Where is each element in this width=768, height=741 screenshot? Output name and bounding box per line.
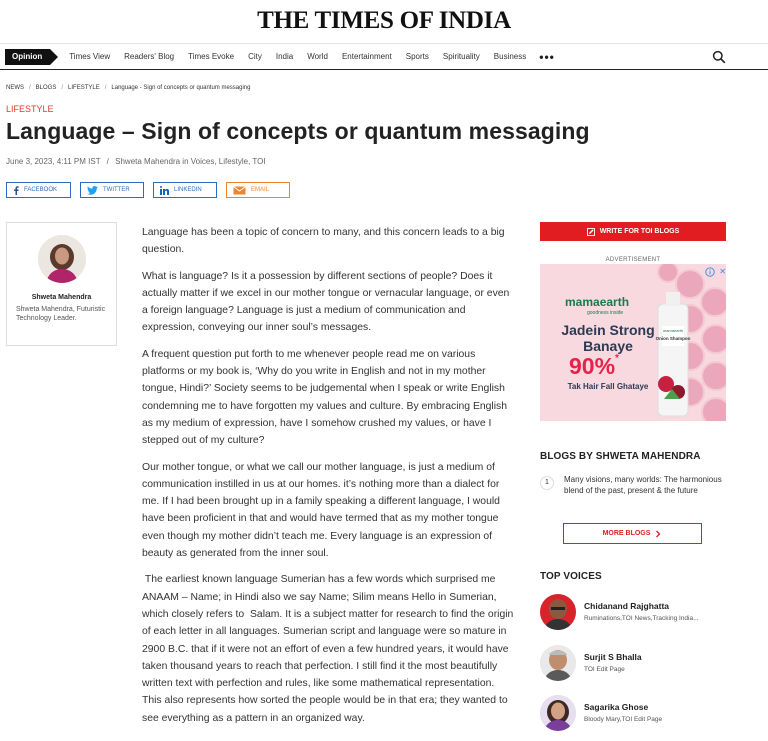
advertisement-label: ADVERTISEMENT: [605, 257, 661, 263]
author-bio: Shweta Mahendra, Futuristic Technology Leader.: [16, 306, 106, 322]
more-blogs-label: MORE BLOGS: [602, 530, 651, 537]
nav-item-city[interactable]: City: [248, 52, 262, 61]
breadcrumb-separator: /: [104, 85, 107, 91]
masthead: [0, 0, 768, 42]
article-paragraph: What is language? Is it a possession by different sections of people? Does it actually matter if we excel in our mother tongue or vernacular language, or even a foreign language? Language is just a medium of communication and expression, conveying our inner soul’s messages.: [142, 270, 510, 334]
nav-item-times-evoke[interactable]: Times Evoke: [188, 52, 235, 61]
share-twitter-label: TWITTER: [103, 187, 130, 193]
share-email-button[interactable]: [226, 182, 290, 198]
search-icon[interactable]: [712, 50, 726, 64]
nav-more-icon[interactable]: •••: [539, 49, 555, 64]
nav-active-opinion[interactable]: Opinion: [5, 49, 50, 65]
linkedin-icon: [160, 186, 169, 195]
nav-item-business[interactable]: Business: [493, 52, 527, 61]
nav-item-world[interactable]: World: [307, 52, 328, 61]
ad-brand: mamaearth: [565, 295, 630, 309]
voice-name[interactable]: Sagarika Ghose: [584, 702, 649, 712]
article-byline[interactable]: Shweta Mahendra in Voices, Lifestyle, TOI: [115, 157, 266, 166]
author-card: [6, 222, 117, 346]
breadcrumb-separator: /: [29, 85, 31, 91]
article-date: June 3, 2023, 4:11 PM IST: [6, 157, 101, 166]
share-linkedin-button[interactable]: [153, 182, 217, 198]
nav-item-sports[interactable]: Sports: [405, 52, 429, 61]
article-title: Language – Sign of concepts or quantum messaging: [6, 118, 590, 144]
nav-item-spirituality[interactable]: Spirituality: [442, 52, 480, 61]
share-linkedin-label: LINKEDIN: [174, 187, 202, 193]
voice-item[interactable]: [540, 594, 730, 632]
ad-bottle-label: Onion Shampoo: [655, 336, 691, 341]
facebook-icon: [13, 186, 19, 195]
article-paragraph: Language has been a topic of concern to many, and this concern leads to a big question.: [142, 227, 505, 256]
voice-desc: TOI Edit Page: [584, 666, 625, 673]
section-label[interactable]: LIFESTYLE: [6, 104, 54, 114]
nav-item-times-view[interactable]: Times View: [69, 52, 111, 61]
ad-tagline: Tak Hair Fall Ghataye: [567, 382, 649, 391]
nav-item-india[interactable]: India: [275, 52, 294, 61]
ad-percent: [569, 353, 619, 380]
ad-headline: Jadein Strong Banaye: [561, 322, 655, 354]
share-bar: [6, 182, 290, 198]
voice-item[interactable]: [540, 695, 730, 733]
nav-item-entertainment[interactable]: Entertainment: [341, 52, 392, 61]
article-paragraph: Our mother tongue, or what we call our mother language, is just a medium of communication instilled in us at our homes. it’s nothing more than a dialect for me. If I had been brought up in a family speaking a different language, I would have been proficient in that and would have termed that as my mother tongue even though my mother didn’t teach me. Every language is an expression of beauty as generated from the inner soul.: [142, 461, 500, 560]
ad-close-icon[interactable]: ✕: [719, 267, 726, 276]
article-paragraph: The earliest known language Sumerian has a few words which surprised me ANAAM – Name; in Hindi also we say Name; Silim means Hello in Sumerian, which closely refers to Salam. It is a subject matter for research to find the origin of each letter in all languages. Sumerian script and language were so mature in 2900 B.C. that if it were not an effort of even a few hundred years, it would have taken thousand years to reach that perfection. I still find it the most beautifully written text with perfection and rules, like some mathematical representation. This also represents how sorted the people would be in that era; they wanted to see everything as a pattern in an organized way.: [142, 574, 517, 724]
blogs-by-author-heading: BLOGS BY SHWETA MAHENDRA: [540, 451, 701, 462]
article-paragraph: A frequent question put forth to me whenever people read me on various platforms or my book is, ‘Why do you write in English and not in my mother tongue, Hindi?’ Society seems to be judgemental when I speak or write English condemning me to have forgotten my values and culture. By embracing English as my medium of expression, have I somehow crushed my values, or have I stepped out of my culture?: [142, 348, 508, 447]
article-body: [142, 224, 516, 736]
share-twitter-button[interactable]: [80, 182, 144, 198]
ad-asterisk: *: [615, 353, 619, 364]
breadcrumb-blogs[interactable]: BLOGS: [35, 85, 57, 91]
advertisement-banner[interactable]: [540, 264, 726, 421]
twitter-icon: [87, 186, 98, 195]
breadcrumb-current: Language - Sign of concepts or quantum messaging: [111, 85, 251, 91]
pencil-icon: [587, 228, 595, 236]
write-button-label: WRITE FOR TOI BLOGS: [599, 228, 680, 235]
voice-desc: Bloody Mary,TOI Edit Page: [584, 716, 663, 723]
share-email-label: EMAIL: [251, 187, 270, 193]
ad-brand-sub: goodness inside: [587, 310, 624, 316]
voice-desc: Ruminations,TOI News,Tracking India...: [584, 615, 699, 622]
main-nav: [0, 43, 768, 70]
blog-item-title[interactable]: Many visions, many worlds: The harmonious blend of the past, present & the future: [564, 475, 722, 495]
voice-name[interactable]: Chidanand Rajghatta: [584, 601, 670, 611]
breadcrumb-lifestyle[interactable]: LIFESTYLE: [68, 85, 100, 91]
ad-info-icon[interactable]: [705, 267, 715, 277]
voice-avatar[interactable]: [540, 645, 576, 681]
voice-avatar[interactable]: [540, 594, 576, 630]
write-for-toi-blogs-button[interactable]: [540, 222, 726, 241]
breadcrumb: [6, 85, 250, 91]
site-logo[interactable]: THE TIMES OF INDIA: [257, 7, 511, 34]
meta-separator: /: [106, 157, 109, 166]
email-icon: [233, 186, 246, 195]
voice-avatar[interactable]: [540, 695, 576, 731]
article-meta: [6, 157, 266, 166]
blog-item-number: 1: [540, 476, 554, 490]
list-item[interactable]: [540, 474, 730, 496]
voice-name[interactable]: Surjit S Bhalla: [584, 652, 642, 662]
top-voices-heading: TOP VOICES: [540, 571, 602, 582]
nav-item-readers-blog[interactable]: Readers' Blog: [124, 52, 175, 61]
svg-text:mamaearth: mamaearth: [662, 328, 684, 333]
share-facebook-button[interactable]: [6, 182, 71, 198]
voice-item[interactable]: [540, 645, 730, 683]
author-name[interactable]: Shweta Mahendra: [31, 294, 92, 301]
ad-percent-value: 90%: [569, 353, 616, 379]
chevron-right-icon: [654, 530, 662, 538]
author-avatar[interactable]: [38, 235, 86, 283]
breadcrumb-separator: /: [61, 85, 64, 91]
share-facebook-label: FACEBOOK: [24, 187, 58, 193]
breadcrumb-news[interactable]: NEWS: [6, 85, 24, 91]
more-blogs-button[interactable]: [563, 523, 702, 544]
